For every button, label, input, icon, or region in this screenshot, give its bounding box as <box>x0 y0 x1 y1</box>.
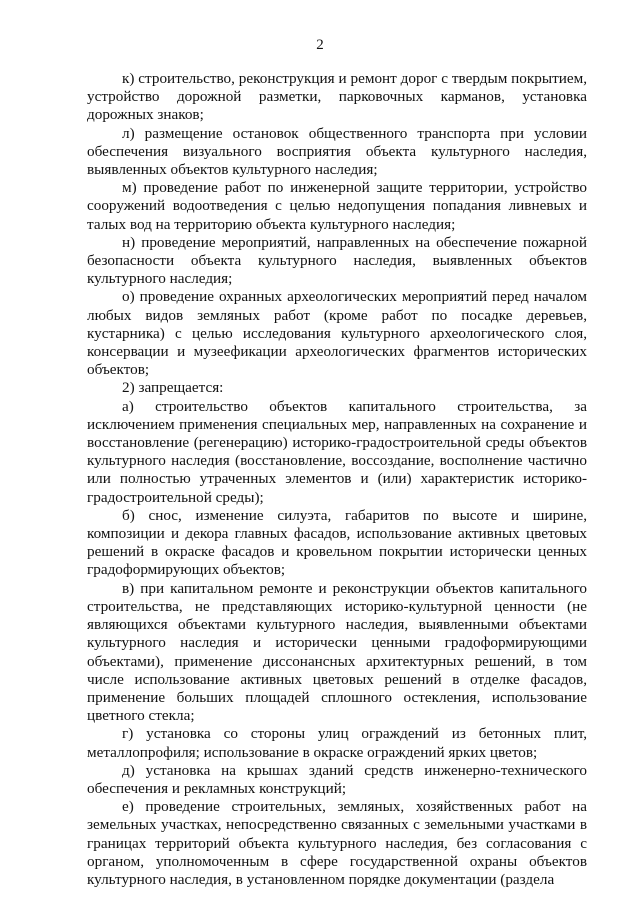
paragraph-e: е) проведение строительных, земляных, хозяйственных работ на земельных участках, непосредственно связанных с земельными участками в границах территорий объекта культурного наследия, без согласования с органом, уполномоченным в сфере государственной охраны объектов культурного наследия, в установленном порядке документации (раздела <box>87 798 587 888</box>
paragraph-prohibited-heading: 2) запрещается: <box>122 379 224 397</box>
paragraph-l: л) размещение остановок общественного транспорта при условии обеспечения визуального восприятия объекта культурного наследия, выявленных объектов культурного наследия; <box>87 124 587 179</box>
paragraph-n: н) проведение мероприятий, направленных на обеспечение пожарной безопасности объекта культурного наследия, выявленных объектов культурного наследия; <box>87 233 587 288</box>
paragraph-g: г) установка со стороны улиц ограждений из бетонных плит, металлопрофиля; использование в окраске ограждений ярких цветов; <box>87 725 587 761</box>
paragraph-k: к) строительство, реконструкция и ремонт дорог с твердым покрытием, устройство дорожной разметки, парковочных карманов, установка дорожных знаков; <box>87 70 587 124</box>
document-body <box>87 70 587 889</box>
paragraph-b: б) снос, изменение силуэта, габаритов по высоте и ширине, композиции и декора главных фасадов, использование активных цветовых решений в окраске фасадов и кровельном покрытии исторически ценных градоформирующих объектов; <box>87 506 587 579</box>
paragraph-o: о) проведение охранных археологических мероприятий перед началом любых видов земляных работ (кроме работ по посадке деревьев, кустарника) с целью исследования культурного археологического слоя, консервации и музеефикации археологических фрагментов исторических объектов; <box>87 288 587 379</box>
page-number: 2 <box>316 37 324 53</box>
paragraph-a: а) строительство объектов капитального строительства, за исключением применения специальных мер, направленных на сохранение и восстановление (регенерацию) историко-градостроительной среды объектов культурного наследия (восстановление, воссоздание, восполнение частично или полностью утраченных элементов и (или) характеристик историко-градостроительной среды); <box>87 397 587 506</box>
paragraph-d: д) установка на крышах зданий средств инженерно-технического обеспечения и рекламных конструкций; <box>87 761 587 797</box>
paragraph-v: в) при капитальном ремонте и реконструкции объектов капитального строительства, не представляющих историко-культурной ценности (не являющихся объектами культурного наследия, выявленными объектами культурного наследия и исторически ценными градоформирующими объектами), применение диссонансных архитектурных решений, в том числе использование активных цветовых решений в отделке фасадов, применение больших площадей сплошного остекления, использование цветного стекла; <box>87 579 587 725</box>
paragraph-m: м) проведение работ по инженерной защите территории, устройство сооружений водоотведения с целью недопущения попадания ливневых и талых вод на территорию объекта культурного наследия; <box>87 179 587 233</box>
